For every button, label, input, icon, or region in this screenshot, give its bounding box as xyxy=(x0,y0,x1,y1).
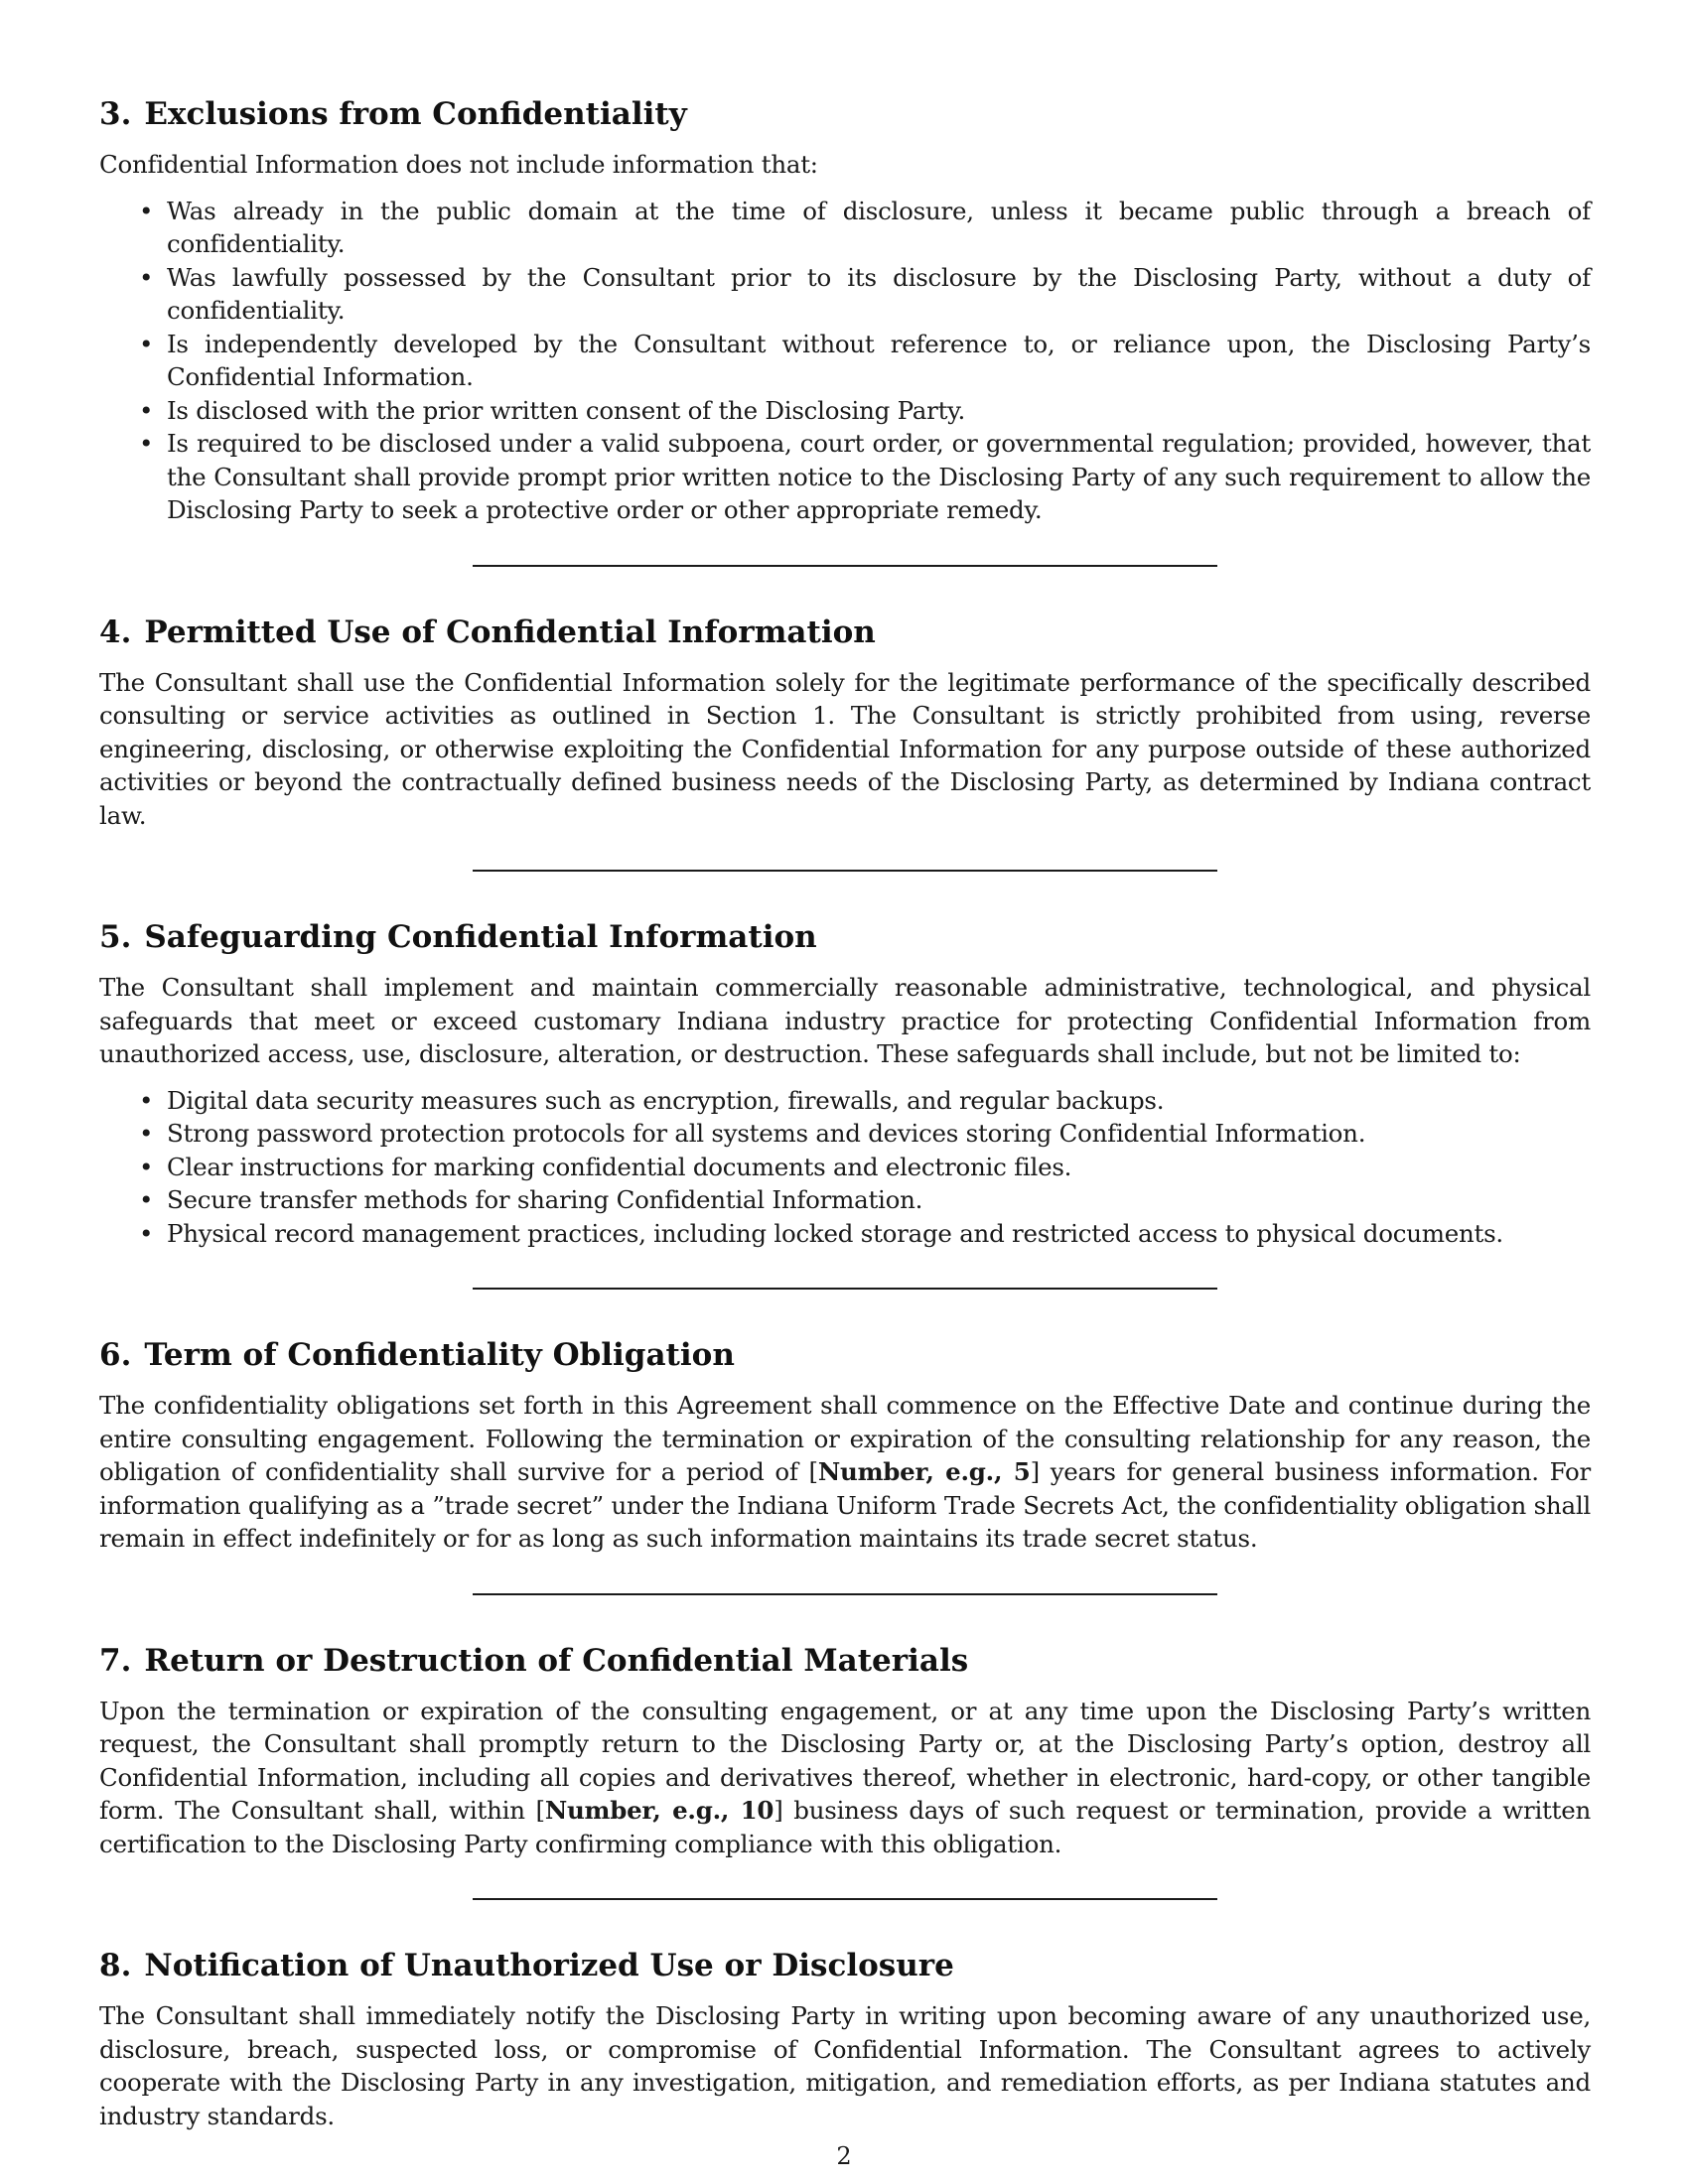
safeguards-list xyxy=(99,1084,1591,1251)
section-7 xyxy=(99,1641,1591,1861)
section-heading xyxy=(99,1641,1591,1681)
list-item xyxy=(139,1217,1591,1251)
list-item xyxy=(139,195,1591,261)
page-number: 2 xyxy=(836,2142,852,2170)
section-number: 3. xyxy=(99,96,132,132)
bullet-icon: • xyxy=(139,395,154,425)
section-heading xyxy=(99,1335,1591,1375)
section-8 xyxy=(99,1946,1591,2132)
body-text-start: Upon the termination or expiration of the consulting engagement, or at any time upon the Disclosing Party’s written request, the Consultant shall promptly return to the Disclosing Party or, at the Disclosing Party’s option, destroy all Confidential Information, including all copies and derivatives thereof, whether in electronic, hard-copy, or other tangible form. The Consultant shall, within [ xyxy=(99,1696,1591,1825)
section-body xyxy=(99,1389,1591,1556)
section-body xyxy=(99,1695,1591,1861)
list-item-text: Digital data security measures such as encryption, firewalls, and regular backups. xyxy=(167,1085,1165,1115)
bullet-icon: • xyxy=(139,196,154,225)
section-body: The Consultant shall immediately notify the Disclosing Party in writing upon becoming aware of any unauthorized use, disclosure, breach, suspected loss, or compromise of Confidential Information. The Consultant agrees to actively cooperate with the Disclosing Party in any investigation, mitigation, and remediation efforts, as per Indiana statutes and industry standards. xyxy=(99,2001,1591,2130)
section-6 xyxy=(99,1335,1591,1556)
list-item-text: Was lawfully possessed by the Consultant prior to its disclosure by the Disclosing Party, without a duty of confidentiality. xyxy=(167,262,1591,325)
section-3 xyxy=(99,94,1591,527)
section-divider xyxy=(473,1898,1217,1900)
bullet-icon: • xyxy=(139,1152,154,1181)
placeholder-field: Number, e.g., 5 xyxy=(817,1457,1031,1486)
section-number: 6. xyxy=(99,1337,132,1373)
placeholder-field: Number, e.g., 10 xyxy=(544,1796,774,1825)
section-4 xyxy=(99,613,1591,833)
section-title: Permitted Use of Confidential Information xyxy=(144,614,876,650)
list-item xyxy=(139,427,1591,527)
section-body: The Consultant shall use the Confidential Information solely for the legitimate performance of the specifically described consulting or service activities as outlined in Section 1. The Consultant is strictly prohibited from using, reverse engineering, disclosing, or otherwise exploiting the Confidential Information for any purpose outside of these authorized activities or beyond the contractually defined business needs of the Disclosing Party, as determined by Indiana contract law. xyxy=(99,667,1591,830)
section-heading xyxy=(99,94,1591,134)
section-title: Term of Confidentiality Obligation xyxy=(144,1337,735,1373)
list-item-text: Secure transfer methods for sharing Confidential Information. xyxy=(167,1185,923,1214)
list-item xyxy=(139,1084,1591,1118)
list-item-text: Is required to be disclosed under a valid subpoena, court order, or governmental regulation; provided, however, that the Consultant shall provide prompt prior written notice to the Disclosing Party of any such requirement to allow the Disclosing Party to seek a protective order or other appropriate remedy. xyxy=(167,429,1591,524)
bullet-icon: • xyxy=(139,429,154,458)
section-divider xyxy=(473,1288,1217,1290)
body-text-end: ] years for general business information. For information qualifying as a ”trade secret” under the Indiana Uniform Trade Secrets Act, the confidentiality obligation shall remain in effect indefinitely or for as long as such information maintains its trade secret status. xyxy=(99,1457,1592,1553)
list-item xyxy=(139,1183,1591,1217)
bullet-icon: • xyxy=(139,262,154,292)
section-title: Safeguarding Confidential Information xyxy=(144,919,817,955)
bullet-icon: • xyxy=(139,1119,154,1148)
list-item xyxy=(139,1151,1591,1184)
bullet-icon: • xyxy=(139,329,154,358)
list-item-text: Was already in the public domain at the time of disclosure, unless it became public through a breach of confidentiality. xyxy=(167,196,1591,258)
body-text-end: ] business days of such request or termination, provide a written certification to the Disclosing Party confirming compliance with this obligation. xyxy=(99,1796,1592,1858)
section-number: 5. xyxy=(99,919,132,955)
list-item-text: Is disclosed with the prior written consent of the Disclosing Party. xyxy=(167,395,966,425)
section-heading xyxy=(99,917,1591,957)
section-title: Exclusions from Confidentiality xyxy=(144,96,687,132)
list-item-text: Clear instructions for marking confidential documents and electronic files. xyxy=(167,1152,1072,1181)
section-title: Notification of Unauthorized Use or Disclosure xyxy=(144,1948,954,1983)
exclusions-list xyxy=(99,195,1591,527)
section-title: Return or Destruction of Confidential Materials xyxy=(144,1642,969,1679)
section-number: 7. xyxy=(99,1642,132,1679)
section-divider xyxy=(473,870,1217,872)
list-item xyxy=(139,328,1591,394)
section-body: The Consultant shall implement and maintain commercially reasonable administrative, technological, and physical safeguards that meet or exceed customary Indiana industry practice for protecting Confidential Information from unauthorized access, use, disclosure, alteration, or destruction. These safeguards shall include, but not be limited to: xyxy=(99,973,1591,1068)
list-item xyxy=(139,394,1591,428)
list-item xyxy=(139,261,1591,328)
section-heading xyxy=(99,613,1591,652)
section-number: 4. xyxy=(99,614,132,650)
section-divider xyxy=(473,565,1217,567)
section-divider xyxy=(473,1593,1217,1595)
list-item-text: Strong password protection protocols for all systems and devices storing Confidential Information. xyxy=(167,1119,1366,1148)
bullet-icon: • xyxy=(139,1085,154,1115)
body-text-start: The confidentiality obligations set forth in this Agreement shall commence on the Effective Date and continue during the entire consulting engagement. Following the termination or expiration of the consulting relationship for any reason, the obligation of confidentiality shall survive for a period of [ xyxy=(99,1391,1591,1486)
section-number: 8. xyxy=(99,1948,132,1983)
bullet-icon: • xyxy=(139,1185,154,1214)
section-5 xyxy=(99,917,1591,1250)
list-item xyxy=(139,1117,1591,1151)
list-item-text: Physical record management practices, including locked storage and restricted access to physical documents. xyxy=(167,1218,1503,1248)
section-heading xyxy=(99,1946,1591,1985)
list-item-text: Is independently developed by the Consultant without reference to, or reliance upon, the Disclosing Party’s Confidential Information. xyxy=(167,329,1591,391)
bullet-icon: • xyxy=(139,1218,154,1248)
document-page xyxy=(99,94,1591,2132)
section-intro: Confidential Information does not include information that: xyxy=(99,150,818,179)
